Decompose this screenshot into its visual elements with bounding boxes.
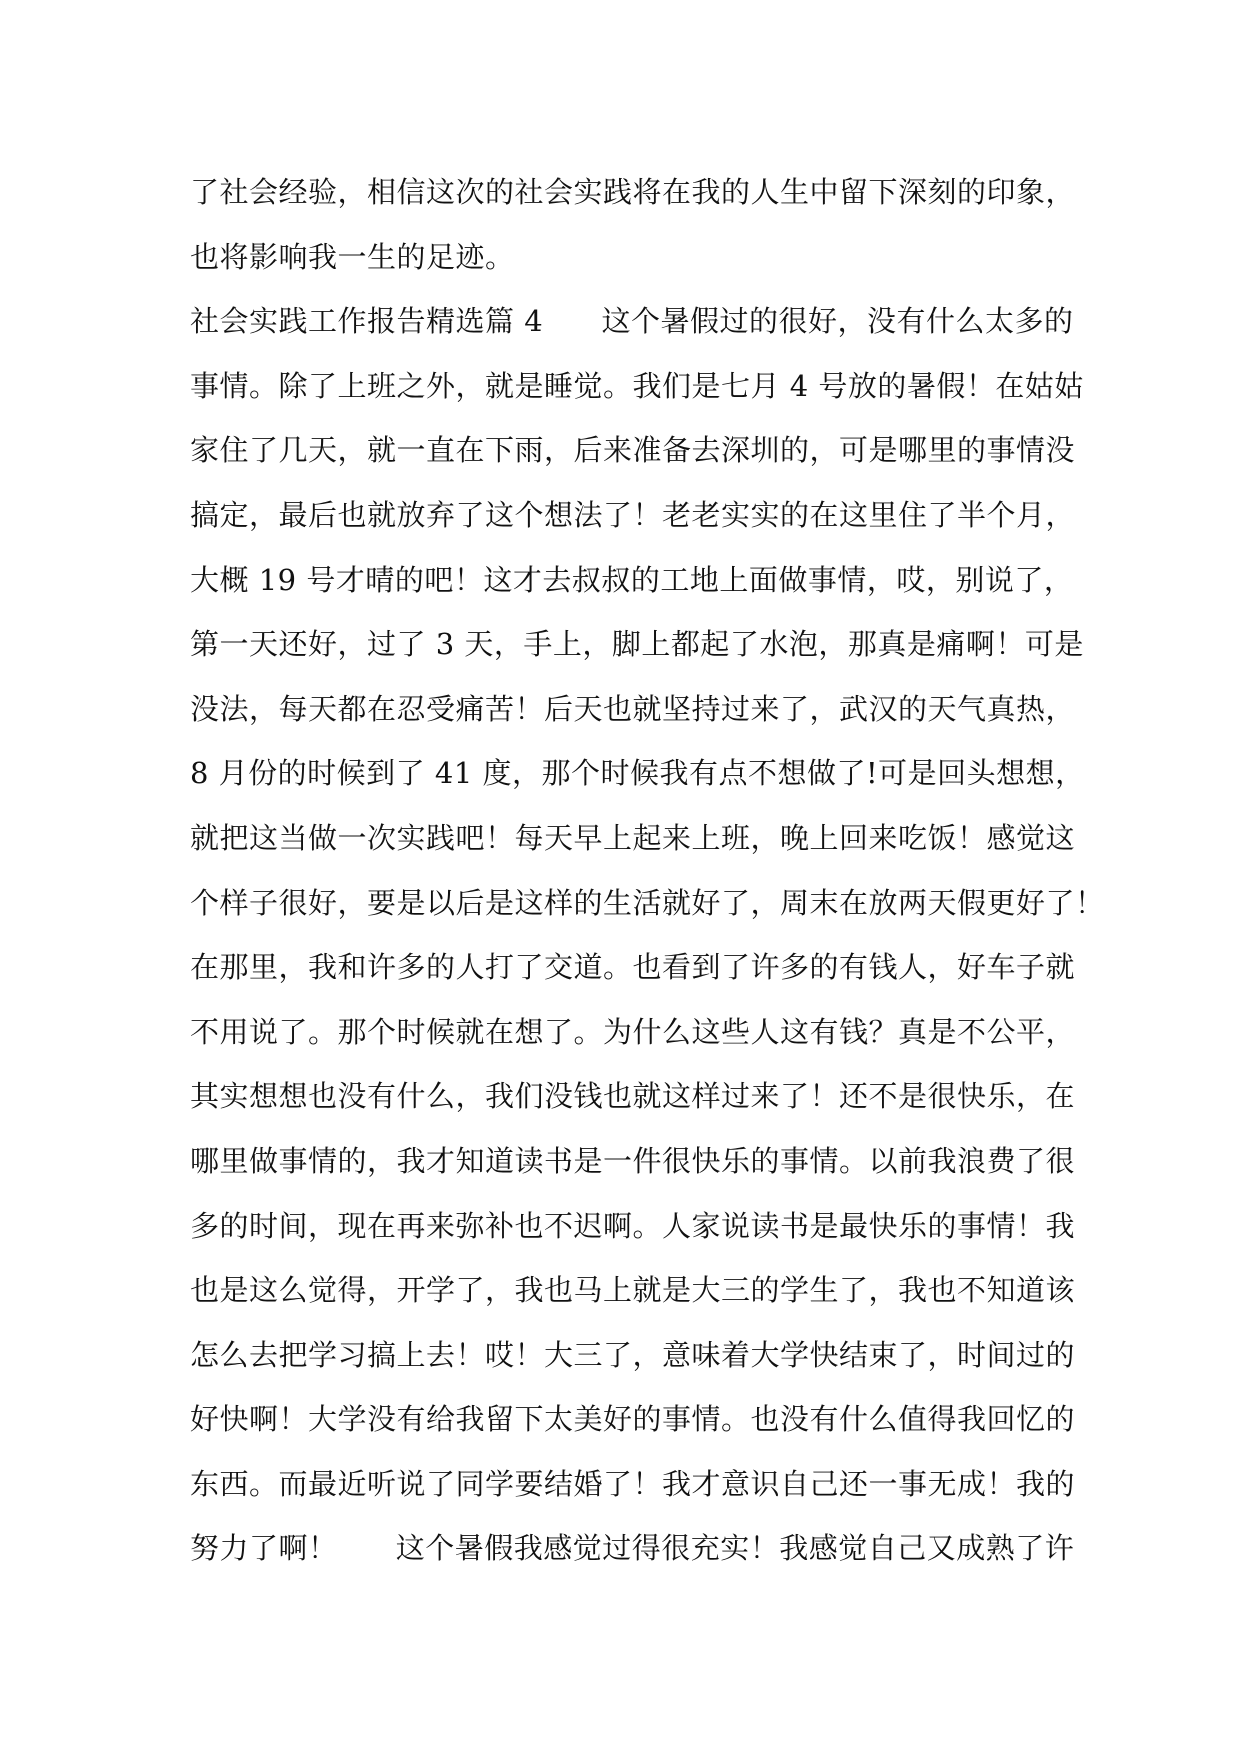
text-line: 东西。而最近听说了同学要结婚了！我才意识自己还一事无成！我的	[190, 1466, 1076, 1501]
text-line: 其实想想也没有什么，我们没钱也就这样过来了！还不是很快乐，在	[190, 1079, 1076, 1114]
text-line: 好快啊！大学没有给我留下太美好的事情。也没有什么值得我回忆的	[190, 1402, 1076, 1437]
text-line: 第一天还好，过了 3 天，手上，脚上都起了水泡，那真是痛啊！可是	[190, 627, 1084, 662]
text-line: 怎么去把学习搞上去！哎！大三了，意味着大学快结束了，时间过的	[190, 1337, 1076, 1372]
text-line: 没法，每天都在忍受痛苦！后天也就坚持过来了，武汉的天气真热，	[190, 691, 1076, 726]
section-heading-line: 社会实践工作报告精选篇 4 这个暑假过的很好，没有什么太多的	[190, 304, 1074, 339]
text-line: 8 月份的时候到了 41 度，那个时候我有点不想做了!可是回头想想，	[190, 756, 1085, 791]
text-line: 多的时间，现在再来弥补也不迟啊。人家说读书是最快乐的事情！我	[190, 1208, 1076, 1243]
text-line: 搞定，最后也就放弃了这个想法了！老老实实的在这里住了半个月，	[190, 497, 1076, 532]
text-line: 就把这当做一次实践吧！每天早上起来上班，晚上回来吃饭！感觉这	[190, 820, 1076, 855]
text-line: 在那里，我和许多的人打了交道。也看到了许多的有钱人，好车子就	[190, 950, 1076, 985]
text-line: 了社会经验，相信这次的社会实践将在我的人生中留下深刻的印象，	[190, 175, 1076, 209]
text-line: 不用说了。那个时候就在想了。为什么这些人这有钱？真是不公平，	[190, 1014, 1076, 1049]
text-line: 大概 19 号才晴的吧！这才去叔叔的工地上面做事情，哎，别说了，	[190, 562, 1074, 597]
text-line: 哪里做事情的，我才知道读书是一件很快乐的事情。以前我浪费了很	[190, 1143, 1076, 1178]
text-line: 个样子很好，要是以后是这样的生活就好了，周末在放两天假更好了！	[190, 885, 1105, 920]
text-line: 事情。除了上班之外，就是睡觉。我们是七月 4 号放的暑假！在姑姑	[190, 368, 1084, 403]
body-text	[190, 160, 1105, 1581]
text-line: 家住了几天，就一直在下雨，后来准备去深圳的，可是哪里的事情没	[190, 433, 1076, 468]
text-line: 也是这么觉得，开学了，我也马上就是大三的学生了，我也不知道该	[190, 1273, 1076, 1308]
text-line: 也将影响我一生的足迹。	[190, 239, 515, 274]
text-line: 努力了啊！ 这个暑假我感觉过得很充实！我感觉自己又成熟了许	[190, 1531, 1075, 1566]
